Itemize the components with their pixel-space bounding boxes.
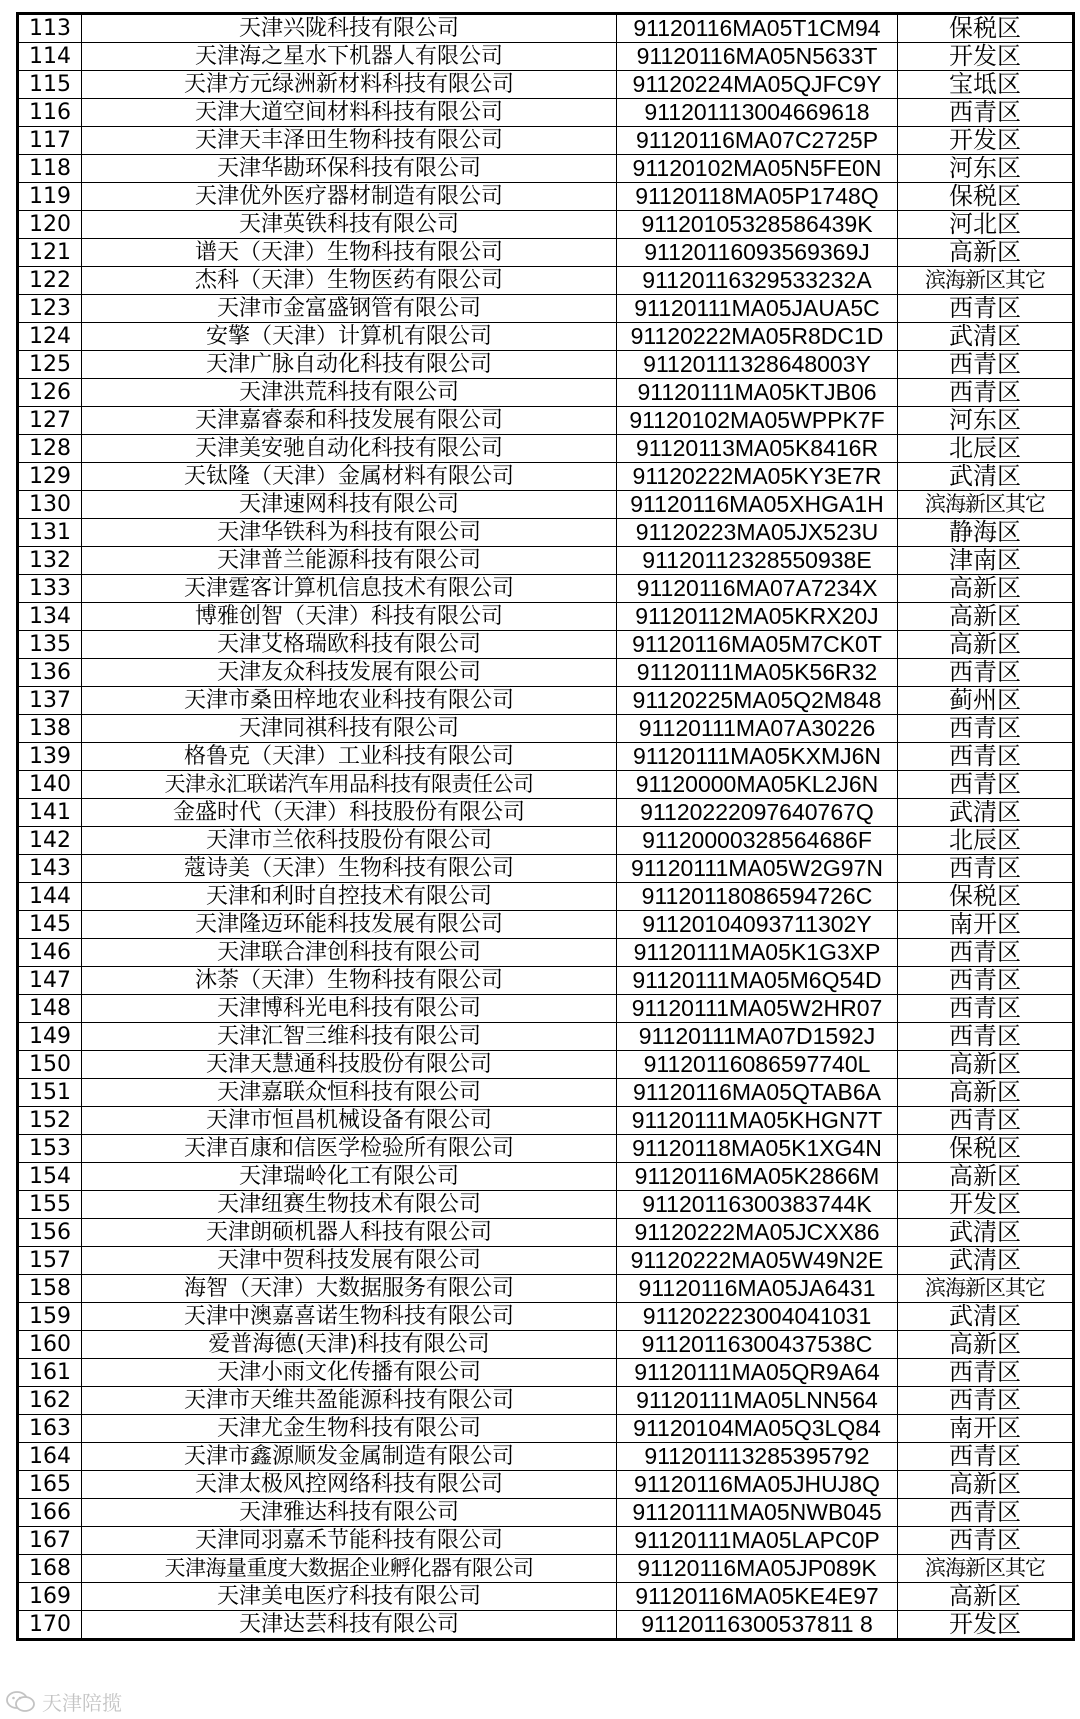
district-cell: 高新区 [898, 631, 1074, 659]
company-name-cell: 天津瑞岭化工有限公司 [82, 1163, 617, 1191]
credit-code-cell: 91120113MA05K8416R [617, 435, 898, 463]
table-row [18, 967, 1074, 995]
district-cell: 滨海新区其它 [898, 1555, 1074, 1583]
row-number-cell: 134 [18, 603, 82, 631]
table-row [18, 1415, 1074, 1443]
company-name-cell: 天津中澳嘉喜诺生物科技有限公司 [82, 1303, 617, 1331]
table-row [18, 659, 1074, 687]
credit-code-cell: 91120000MA05KL2J6N [617, 771, 898, 799]
district-cell: 武清区 [898, 323, 1074, 351]
row-number-cell: 154 [18, 1163, 82, 1191]
row-number-cell: 139 [18, 743, 82, 771]
district-cell: 西青区 [898, 743, 1074, 771]
row-number-cell: 127 [18, 407, 82, 435]
table-row [18, 603, 1074, 631]
table-row [18, 1051, 1074, 1079]
company-name-cell: 天津同羽嘉禾节能科技有限公司 [82, 1527, 617, 1555]
row-number-cell: 133 [18, 575, 82, 603]
row-number-cell: 147 [18, 967, 82, 995]
table-row [18, 1247, 1074, 1275]
company-name-cell: 天津尤金生物科技有限公司 [82, 1415, 617, 1443]
table-row [18, 407, 1074, 435]
company-name-cell: 天津洪荒科技有限公司 [82, 379, 617, 407]
table-row [18, 687, 1074, 715]
row-number-cell: 166 [18, 1499, 82, 1527]
company-name-cell: 天津海量重度大数据企业孵化器有限公司 [82, 1555, 617, 1583]
row-number-cell: 161 [18, 1359, 82, 1387]
table-row [18, 939, 1074, 967]
company-name-cell: 博雅创智（天津）科技有限公司 [82, 603, 617, 631]
credit-code-cell: 91120102MA05N5FE0N [617, 155, 898, 183]
credit-code-cell: 91120111MA05LNN564 [617, 1387, 898, 1415]
table-row [18, 463, 1074, 491]
district-cell: 河东区 [898, 407, 1074, 435]
district-cell: 高新区 [898, 1331, 1074, 1359]
table-row [18, 1303, 1074, 1331]
district-cell: 宝坻区 [898, 71, 1074, 99]
district-cell: 滨海新区其它 [898, 491, 1074, 519]
row-number-cell: 155 [18, 1191, 82, 1219]
district-cell: 高新区 [898, 1051, 1074, 1079]
table-row [18, 1191, 1074, 1219]
district-cell: 西青区 [898, 99, 1074, 127]
table-row [18, 995, 1074, 1023]
credit-code-cell: 91120116MA05XHGA1H [617, 491, 898, 519]
district-cell: 开发区 [898, 1611, 1074, 1640]
table-row [18, 911, 1074, 939]
company-name-cell: 金盛时代（天津）科技股份有限公司 [82, 799, 617, 827]
district-cell: 西青区 [898, 1443, 1074, 1471]
district-cell: 西青区 [898, 295, 1074, 323]
row-number-cell: 150 [18, 1051, 82, 1079]
credit-code-cell: 911202223004041031 [617, 1303, 898, 1331]
district-cell: 保税区 [898, 14, 1074, 43]
district-cell: 河北区 [898, 211, 1074, 239]
row-number-cell: 142 [18, 827, 82, 855]
row-number-cell: 113 [18, 14, 82, 43]
district-cell: 西青区 [898, 1527, 1074, 1555]
table-row [18, 1135, 1074, 1163]
district-cell: 南开区 [898, 911, 1074, 939]
table-row [18, 1219, 1074, 1247]
credit-code-cell: 91120111MA05W2HR07 [617, 995, 898, 1023]
row-number-cell: 143 [18, 855, 82, 883]
company-name-cell: 天津海之星水下机器人有限公司 [82, 43, 617, 71]
row-number-cell: 137 [18, 687, 82, 715]
district-cell: 西青区 [898, 1107, 1074, 1135]
district-cell: 西青区 [898, 771, 1074, 799]
table-row [18, 1331, 1074, 1359]
credit-code-cell: 91120111MA05LAPC0P [617, 1527, 898, 1555]
table-row [18, 799, 1074, 827]
company-name-cell: 天津艾格瑞欧科技有限公司 [82, 631, 617, 659]
table-row [18, 883, 1074, 911]
district-cell: 西青区 [898, 351, 1074, 379]
company-name-cell: 天津市金富盛钢管有限公司 [82, 295, 617, 323]
credit-code-cell: 91120104MA05Q3LQ84 [617, 1415, 898, 1443]
table-row [18, 631, 1074, 659]
credit-code-cell: 911201113285395792 [617, 1443, 898, 1471]
district-cell: 静海区 [898, 519, 1074, 547]
district-cell: 西青区 [898, 1359, 1074, 1387]
company-name-cell: 天津天丰泽田生物科技有限公司 [82, 127, 617, 155]
credit-code-cell: 91120116329533232A [617, 267, 898, 295]
credit-code-cell: 91120116300437538C [617, 1331, 898, 1359]
company-name-cell: 天津市恒昌机械设备有限公司 [82, 1107, 617, 1135]
table-row [18, 547, 1074, 575]
row-number-cell: 124 [18, 323, 82, 351]
company-name-cell: 天津市桑田梓地农业科技有限公司 [82, 687, 617, 715]
table-row [18, 1107, 1074, 1135]
table-row [18, 771, 1074, 799]
district-cell: 西青区 [898, 659, 1074, 687]
table-body [18, 14, 1074, 1640]
credit-code-cell: 91120105328586439K [617, 211, 898, 239]
company-name-cell: 天津广脉自动化科技有限公司 [82, 351, 617, 379]
row-number-cell: 168 [18, 1555, 82, 1583]
table-row [18, 379, 1074, 407]
row-number-cell: 167 [18, 1527, 82, 1555]
credit-code-cell: 91120112328550938E [617, 547, 898, 575]
credit-code-cell: 91120222MA05JCXX86 [617, 1219, 898, 1247]
company-name-cell: 天津朗硕机器人科技有限公司 [82, 1219, 617, 1247]
company-name-cell: 天津英铁科技有限公司 [82, 211, 617, 239]
company-name-cell: 海智（天津）大数据服务有限公司 [82, 1275, 617, 1303]
table-row [18, 491, 1074, 519]
row-number-cell: 160 [18, 1331, 82, 1359]
row-number-cell: 146 [18, 939, 82, 967]
table-row [18, 1443, 1074, 1471]
credit-code-cell: 91120116093569369J [617, 239, 898, 267]
credit-code-cell: 91120118MA05P1748Q [617, 183, 898, 211]
table-row [18, 1499, 1074, 1527]
credit-code-cell: 91120111MA05KTJB06 [617, 379, 898, 407]
district-cell: 河东区 [898, 155, 1074, 183]
table-row [18, 295, 1074, 323]
company-name-cell: 天津雅达科技有限公司 [82, 1499, 617, 1527]
table-row [18, 155, 1074, 183]
table-row [18, 323, 1074, 351]
credit-code-cell: 91120104093711302Y [617, 911, 898, 939]
credit-code-cell: 91120111MA05NWB045 [617, 1499, 898, 1527]
credit-code-cell: 91120102MA05WPPK7F [617, 407, 898, 435]
company-name-cell: 天津嘉联众恒科技有限公司 [82, 1079, 617, 1107]
table-row [18, 1359, 1074, 1387]
district-cell: 高新区 [898, 1163, 1074, 1191]
credit-code-cell: 911201113004669618 [617, 99, 898, 127]
district-cell: 保税区 [898, 883, 1074, 911]
credit-code-cell: 91120111MA05M6Q54D [617, 967, 898, 995]
table-row [18, 1471, 1074, 1499]
row-number-cell: 158 [18, 1275, 82, 1303]
table-row [18, 1163, 1074, 1191]
row-number-cell: 129 [18, 463, 82, 491]
company-name-cell: 天津纽赛生物技术有限公司 [82, 1191, 617, 1219]
company-name-cell: 天津中贺科技发展有限公司 [82, 1247, 617, 1275]
row-number-cell: 149 [18, 1023, 82, 1051]
credit-code-cell: 91120118086594726C [617, 883, 898, 911]
district-cell: 高新区 [898, 575, 1074, 603]
district-cell: 高新区 [898, 239, 1074, 267]
district-cell: 西青区 [898, 1387, 1074, 1415]
credit-code-cell: 91120116MA05JHUJ8Q [617, 1471, 898, 1499]
row-number-cell: 115 [18, 71, 82, 99]
row-number-cell: 121 [18, 239, 82, 267]
credit-code-cell: 91120000328564686F [617, 827, 898, 855]
district-cell: 滨海新区其它 [898, 267, 1074, 295]
company-name-cell: 天津嘉睿泰和科技发展有限公司 [82, 407, 617, 435]
credit-code-cell: 91120224MA05QJFC9Y [617, 71, 898, 99]
credit-code-cell: 91120116MA05M7CK0T [617, 631, 898, 659]
credit-code-cell: 91120223MA05JX523U [617, 519, 898, 547]
table-row [18, 715, 1074, 743]
row-number-cell: 169 [18, 1583, 82, 1611]
row-number-cell: 122 [18, 267, 82, 295]
row-number-cell: 140 [18, 771, 82, 799]
company-name-cell: 天津优外医疗器材制造有限公司 [82, 183, 617, 211]
credit-code-cell: 91120116MA05K2866M [617, 1163, 898, 1191]
company-name-cell: 天津太极风控网络科技有限公司 [82, 1471, 617, 1499]
row-number-cell: 138 [18, 715, 82, 743]
credit-code-cell: 91120116MA05JA6431 [617, 1275, 898, 1303]
row-number-cell: 148 [18, 995, 82, 1023]
row-number-cell: 144 [18, 883, 82, 911]
district-cell: 武清区 [898, 1247, 1074, 1275]
company-name-cell: 天津大道空间材料科技有限公司 [82, 99, 617, 127]
credit-code-cell: 91120116MA05QTAB6A [617, 1079, 898, 1107]
company-name-cell: 天津华勘环保科技有限公司 [82, 155, 617, 183]
row-number-cell: 141 [18, 799, 82, 827]
district-cell: 武清区 [898, 463, 1074, 491]
company-name-cell: 天津美安驰自动化科技有限公司 [82, 435, 617, 463]
company-name-cell: 安擎（天津）计算机有限公司 [82, 323, 617, 351]
credit-code-cell: 91120111MA05JAUA5C [617, 295, 898, 323]
row-number-cell: 170 [18, 1611, 82, 1640]
district-cell: 西青区 [898, 1023, 1074, 1051]
district-cell: 高新区 [898, 1079, 1074, 1107]
row-number-cell: 117 [18, 127, 82, 155]
table-row [18, 239, 1074, 267]
credit-code-cell: 91120116300537811 8 [617, 1611, 898, 1640]
table-row [18, 575, 1074, 603]
district-cell: 西青区 [898, 1499, 1074, 1527]
row-number-cell: 145 [18, 911, 82, 939]
row-number-cell: 159 [18, 1303, 82, 1331]
credit-code-cell: 91120116MA07C2725P [617, 127, 898, 155]
district-cell: 西青区 [898, 967, 1074, 995]
table-row [18, 1079, 1074, 1107]
credit-code-cell: 91120111MA05KHGN7T [617, 1107, 898, 1135]
row-number-cell: 123 [18, 295, 82, 323]
company-list-table [16, 12, 1075, 1641]
row-number-cell: 153 [18, 1135, 82, 1163]
credit-code-cell: 91120222MA05KY3E7R [617, 463, 898, 491]
company-name-cell: 天津速网科技有限公司 [82, 491, 617, 519]
district-cell: 开发区 [898, 1191, 1074, 1219]
table-row [18, 43, 1074, 71]
row-number-cell: 157 [18, 1247, 82, 1275]
district-cell: 高新区 [898, 603, 1074, 631]
company-name-cell: 沐荼（天津）生物科技有限公司 [82, 967, 617, 995]
company-name-cell: 天津华铁科为科技有限公司 [82, 519, 617, 547]
credit-code-cell: 91120222097640767Q [617, 799, 898, 827]
row-number-cell: 164 [18, 1443, 82, 1471]
row-number-cell: 163 [18, 1415, 82, 1443]
district-cell: 保税区 [898, 183, 1074, 211]
table-row [18, 127, 1074, 155]
row-number-cell: 135 [18, 631, 82, 659]
credit-code-cell: 91120111MA05K56R32 [617, 659, 898, 687]
district-cell: 南开区 [898, 1415, 1074, 1443]
district-cell: 高新区 [898, 1583, 1074, 1611]
credit-code-cell: 91120225MA05Q2M848 [617, 687, 898, 715]
credit-code-cell: 91120111328648003Y [617, 351, 898, 379]
credit-code-cell: 91120116MA05KE4E97 [617, 1583, 898, 1611]
company-name-cell: 天钛隆（天津）金属材料有限公司 [82, 463, 617, 491]
table-row [18, 1275, 1074, 1303]
credit-code-cell: 91120112MA05KRX20J [617, 603, 898, 631]
table-row [18, 99, 1074, 127]
row-number-cell: 118 [18, 155, 82, 183]
company-name-cell: 天津和利时自控技术有限公司 [82, 883, 617, 911]
company-name-cell: 天津方元绿洲新材料科技有限公司 [82, 71, 617, 99]
district-cell: 高新区 [898, 1471, 1074, 1499]
company-name-cell: 天津市兰依科技股份有限公司 [82, 827, 617, 855]
watermark [6, 1687, 122, 1716]
table-row [18, 855, 1074, 883]
wechat-logo-icon [6, 1690, 36, 1714]
company-name-cell: 天津达芸科技有限公司 [82, 1611, 617, 1640]
row-number-cell: 120 [18, 211, 82, 239]
district-cell: 西青区 [898, 995, 1074, 1023]
watermark-text: 天津陪揽 [42, 1691, 122, 1715]
company-name-cell: 天津市天维共盈能源科技有限公司 [82, 1387, 617, 1415]
district-cell: 西青区 [898, 855, 1074, 883]
table-row [18, 267, 1074, 295]
row-number-cell: 132 [18, 547, 82, 575]
company-name-cell: 格鲁克（天津）工业科技有限公司 [82, 743, 617, 771]
row-number-cell: 126 [18, 379, 82, 407]
company-name-cell: 天津友众科技发展有限公司 [82, 659, 617, 687]
credit-code-cell: 91120222MA05R8DC1D [617, 323, 898, 351]
table-row [18, 743, 1074, 771]
credit-code-cell: 91120111MA05W2G97N [617, 855, 898, 883]
credit-code-cell: 91120116086597740L [617, 1051, 898, 1079]
company-name-cell: 天津普兰能源科技有限公司 [82, 547, 617, 575]
table-row [18, 1583, 1074, 1611]
table-row [18, 71, 1074, 99]
district-cell: 开发区 [898, 43, 1074, 71]
row-number-cell: 136 [18, 659, 82, 687]
credit-code-cell: 91120118MA05K1XG4N [617, 1135, 898, 1163]
district-cell: 西青区 [898, 715, 1074, 743]
row-number-cell: 119 [18, 183, 82, 211]
table-row [18, 1611, 1074, 1640]
district-cell: 北辰区 [898, 827, 1074, 855]
table-row [18, 351, 1074, 379]
row-number-cell: 151 [18, 1079, 82, 1107]
row-number-cell: 165 [18, 1471, 82, 1499]
credit-code-cell: 91120111MA05K1G3XP [617, 939, 898, 967]
company-name-cell: 谱天（天津）生物科技有限公司 [82, 239, 617, 267]
district-cell: 开发区 [898, 127, 1074, 155]
row-number-cell: 128 [18, 435, 82, 463]
row-number-cell: 130 [18, 491, 82, 519]
row-number-cell: 114 [18, 43, 82, 71]
table-row [18, 211, 1074, 239]
row-number-cell: 125 [18, 351, 82, 379]
credit-code-cell: 91120116MA05N5633T [617, 43, 898, 71]
company-name-cell: 天津汇智三维科技有限公司 [82, 1023, 617, 1051]
credit-code-cell: 91120116MA07A7234X [617, 575, 898, 603]
district-cell: 滨海新区其它 [898, 1275, 1074, 1303]
company-name-cell: 天津百康和信医学检验所有限公司 [82, 1135, 617, 1163]
credit-code-cell: 91120111MA07D1592J [617, 1023, 898, 1051]
row-number-cell: 156 [18, 1219, 82, 1247]
company-name-cell: 天津同祺科技有限公司 [82, 715, 617, 743]
district-cell: 西青区 [898, 379, 1074, 407]
row-number-cell: 152 [18, 1107, 82, 1135]
district-cell: 武清区 [898, 1219, 1074, 1247]
table-row [18, 1387, 1074, 1415]
company-name-cell: 天津兴陇科技有限公司 [82, 14, 617, 43]
district-cell: 北辰区 [898, 435, 1074, 463]
district-cell: 西青区 [898, 939, 1074, 967]
company-name-cell: 天津市鑫源顺发金属制造有限公司 [82, 1443, 617, 1471]
table-row [18, 14, 1074, 43]
table-row [18, 519, 1074, 547]
row-number-cell: 131 [18, 519, 82, 547]
table-row [18, 435, 1074, 463]
table-row [18, 1555, 1074, 1583]
credit-code-cell: 91120116MA05JP089K [617, 1555, 898, 1583]
company-name-cell: 天津美电医疗科技有限公司 [82, 1583, 617, 1611]
district-cell: 津南区 [898, 547, 1074, 575]
district-cell: 武清区 [898, 799, 1074, 827]
credit-code-cell: 91120111MA07A30226 [617, 715, 898, 743]
row-number-cell: 116 [18, 99, 82, 127]
credit-code-cell: 91120116MA05T1CM94 [617, 14, 898, 43]
company-name-cell: 天津天慧通科技股份有限公司 [82, 1051, 617, 1079]
company-name-cell: 天津联合津创科技有限公司 [82, 939, 617, 967]
company-name-cell: 爱普海德(天津)科技有限公司 [82, 1331, 617, 1359]
company-name-cell: 天津博科光电科技有限公司 [82, 995, 617, 1023]
credit-code-cell: 91120116300383744K [617, 1191, 898, 1219]
company-name-cell: 天津小雨文化传播有限公司 [82, 1359, 617, 1387]
district-cell: 保税区 [898, 1135, 1074, 1163]
table-row [18, 827, 1074, 855]
company-name-cell: 蔻诗美（天津）生物科技有限公司 [82, 855, 617, 883]
company-name-cell: 天津隆迈环能科技发展有限公司 [82, 911, 617, 939]
credit-code-cell: 91120222MA05W49N2E [617, 1247, 898, 1275]
district-cell: 蓟州区 [898, 687, 1074, 715]
company-name-cell: 天津永汇联诺汽车用品科技有限责任公司 [82, 771, 617, 799]
company-name-cell: 天津霆客计算机信息技术有限公司 [82, 575, 617, 603]
table-row [18, 1527, 1074, 1555]
row-number-cell: 162 [18, 1387, 82, 1415]
table-row [18, 1023, 1074, 1051]
credit-code-cell: 91120111MA05KXMJ6N [617, 743, 898, 771]
district-cell: 武清区 [898, 1303, 1074, 1331]
company-name-cell: 杰科（天津）生物医药有限公司 [82, 267, 617, 295]
table-row [18, 183, 1074, 211]
credit-code-cell: 91120111MA05QR9A64 [617, 1359, 898, 1387]
